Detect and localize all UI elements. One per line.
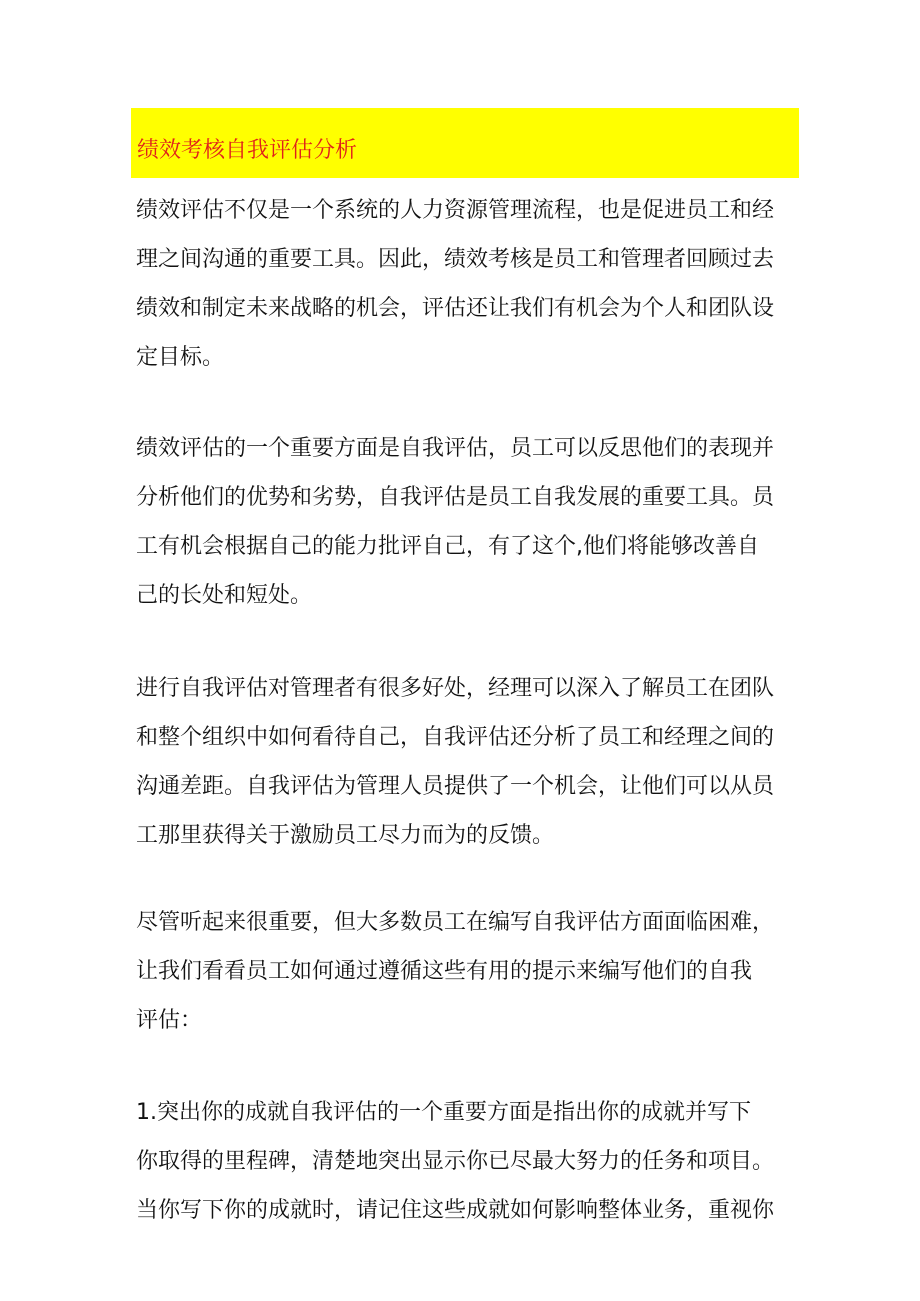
paragraph-manager-benefits: 进行自我评估对管理者有很多好处，经理可以深入了解员工在团队 和整个组织中如何看待自己，自我评估还分析了员工和经理之间的 沟通差距。自我评估为管理人员提供了一个机会，让他们可以从员 工那里获得关于激励员工尽力而为的反馈。 (136, 676, 775, 848)
title-highlight (131, 108, 799, 178)
paragraph-tip-1: 1.突出你的成就自我评估的一个重要方面是指出你的成就并写下 你取得的里程碑，清楚地突出显示你已尽最大努力的任务和项目。 当你写下你的成就时，请记住这些成就如何影响整体业务，重视你 (136, 1100, 775, 1223)
document-title: 绩效考核自我评估分析 (137, 137, 358, 163)
paragraph-intro: 绩效评估不仅是一个系统的人力资源管理流程，也是促进员工和经 理之间沟通的重要工具。因此，绩效考核是员工和管理者回顾过去 绩效和制定未来战略的机会，评估还让我们有机会为个人和团队设 定目标。 (136, 198, 775, 370)
paragraph-difficulties: 尽管听起来很重要，但大多数员工在编写自我评估方面面临困难， 让我们看看员工如何通过遵循这些有用的提示来编写他们的自我 评估： (136, 910, 775, 1033)
paragraph-self-assessment: 绩效评估的一个重要方面是自我评估，员工可以反思他们的表现并 分析他们的优势和劣势，自我评估是员工自我发展的重要工具。员 工有机会根据自己的能力批评自己，有了这个,他们将能够改善自 己的长处和短处。 (136, 436, 775, 608)
